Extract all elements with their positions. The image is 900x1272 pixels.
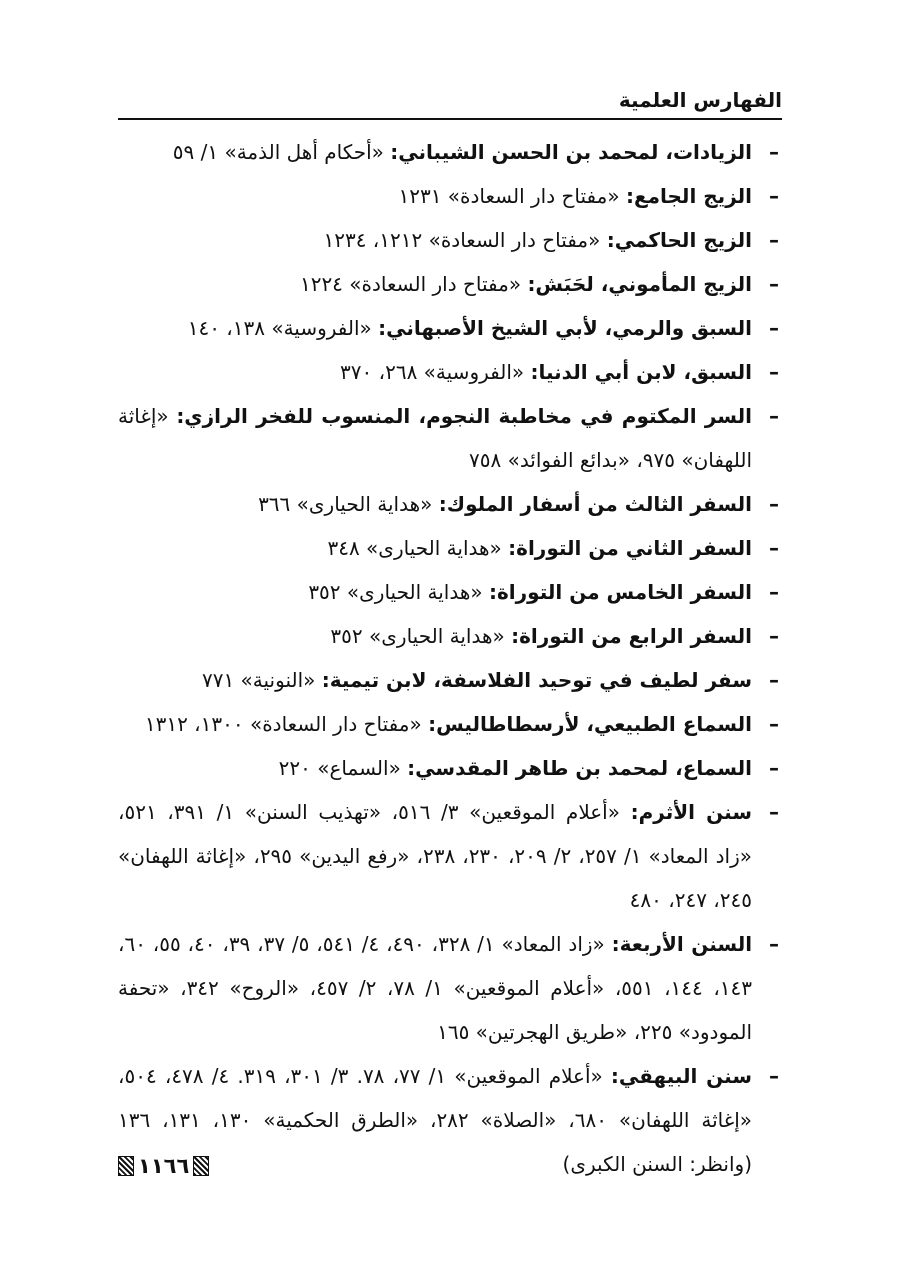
- entry-title: الزيج المأموني، لحَبَش:: [527, 272, 752, 296]
- entry-dash: –: [769, 756, 779, 780]
- ornament-right-icon: [193, 1156, 209, 1176]
- index-entry: [118, 570, 782, 614]
- entry-dash: –: [769, 272, 779, 296]
- entry-title: الزيادات، لمحمد بن الحسن الشيباني:: [390, 140, 752, 164]
- entry-references: «مفتاح دار السعادة» ١٢٢٤: [299, 272, 528, 296]
- entry-title: السماع الطبيعي، لأرسطاطاليس:: [428, 712, 752, 736]
- entry-dash: –: [769, 404, 779, 428]
- entry-dash: –: [769, 492, 779, 516]
- page-number: ١١٦٦: [138, 1154, 190, 1178]
- entry-title: سنن البيهقي:: [610, 1064, 752, 1088]
- entry-title: الزيج الجامع:: [625, 184, 752, 208]
- index-entry: [118, 306, 782, 350]
- entry-references: «مفتاح دار السعادة» ١٣٠٠، ١٣١٢: [144, 712, 429, 736]
- entry-references: «هداية الحيارى» ٣٥٢: [308, 580, 489, 604]
- running-header: [118, 84, 782, 120]
- entry-references: «النونية» ٧٧١: [201, 668, 322, 692]
- entry-references: «أعلام الموقعين» ١/ ٧٧، ٧٨. ٣/ ٣٠١، ٣١٩. ٤/ ٤٧٨، ٥٠٤، «إغاثة اللهفان» ٦٨٠، «الصلاة» ٢٨٢، «الطرق الحكمية» ١٣٠، ١٣١، ١٣٦ (وانظر: السنن الكبرى): [118, 1064, 752, 1176]
- entry-references: «إغاثة اللهفان» ٩٧٥، «بدائع الفوائد» ٧٥٨: [118, 404, 752, 472]
- entry-title: السفر الثالث من أسفار الملوك:: [438, 492, 752, 516]
- entry-references: «هداية الحيارى» ٣٤٨: [327, 536, 509, 560]
- entry-dash: –: [769, 140, 779, 164]
- entry-dash: –: [769, 536, 779, 560]
- entry-title: السفر الرابع من التوراة:: [511, 624, 752, 648]
- index-entry: [118, 482, 782, 526]
- index-entry: [118, 394, 782, 482]
- entry-references: «مفتاح دار السعادة» ١٢١٢، ١٢٣٤: [323, 228, 607, 252]
- entry-title: السفر الثاني من التوراة:: [508, 536, 752, 560]
- index-entry: [118, 746, 782, 790]
- index-entry: [118, 174, 782, 218]
- entry-dash: –: [769, 228, 779, 252]
- entry-dash: –: [769, 360, 779, 384]
- entry-dash: –: [769, 712, 779, 736]
- entry-references: «زاد المعاد» ١/ ٣٢٨، ٤٩٠، ٤/ ٥٤١، ٥/ ٣٧، ٣٩، ٤٠، ٥٥، ٦٠، ١٤٣، ١٤٤، ٥٥١، «أعلام الموقعين» ١/ ٧٨، ٢/ ٤٥٧، «الروح» ٣٤٢، «تحفة المودود» ٢٢٥، «طريق الهجرتين» ١٦٥: [118, 932, 753, 1044]
- entry-dash: –: [769, 932, 779, 956]
- entry-dash: –: [769, 580, 779, 604]
- entry-dash: –: [769, 1064, 779, 1088]
- index-entry: [118, 218, 782, 262]
- entry-title: السر المكتوم في مخاطبة النجوم، المنسوب للفخر الرازي:: [176, 404, 752, 428]
- entry-title: السفر الخامس من التوراة:: [488, 580, 752, 604]
- entry-references: «هداية الحيارى» ٣٦٦: [258, 492, 439, 516]
- index-entry: [118, 526, 782, 570]
- entry-references: «أعلام الموقعين» ٣/ ٥١٦، «تهذيب السنن» ١/ ٣٩١، ٥٢١، «زاد المعاد» ١/ ٢٥٧، ٢/ ٢٠٩، ٢٣٠، ٢٣٨، «رفع اليدين» ٢٩٥، «إغاثة اللهفان» ٢٤٥، ٢٤٧، ٤٨٠: [118, 800, 752, 912]
- entry-references: «الفروسية» ١٣٨، ١٤٠: [187, 316, 379, 340]
- entry-title: السنن الأربعة:: [611, 932, 753, 956]
- index-entry: [118, 1054, 782, 1186]
- index-entry: [118, 130, 782, 174]
- entry-dash: –: [769, 624, 779, 648]
- entry-title: سنن الأثرم:: [630, 800, 752, 824]
- index-entry: [118, 350, 782, 394]
- index-entries: [118, 130, 782, 1186]
- entry-title: السبق والرمي، لأبي الشيخ الأصبهاني:: [378, 316, 752, 340]
- entry-title: السماع، لمحمد بن طاهر المقدسي:: [407, 756, 752, 780]
- ornament-left-icon: [118, 1156, 134, 1176]
- index-entry: [118, 790, 782, 922]
- entry-title: الزيج الحاكمي:: [606, 228, 752, 252]
- index-entry: [118, 658, 782, 702]
- index-entry: [118, 614, 782, 658]
- entry-references: «هداية الحيارى» ٣٥٢: [330, 624, 512, 648]
- entry-dash: –: [769, 668, 779, 692]
- entry-dash: –: [769, 184, 779, 208]
- index-entry: [118, 702, 782, 746]
- entry-dash: –: [769, 316, 779, 340]
- index-entry: [118, 922, 782, 1054]
- entry-title: سفر لطيف في توحيد الفلاسفة، لابن تيمية:: [321, 668, 752, 692]
- entry-dash: –: [769, 800, 779, 824]
- entry-references: «مفتاح دار السعادة» ١٢٣١: [398, 184, 626, 208]
- index-entry: [118, 262, 782, 306]
- entry-references: «السماع» ٢٢٠: [278, 756, 408, 780]
- page-footer: [118, 1154, 209, 1178]
- entry-references: «الفروسية» ٢٦٨، ٣٧٠: [340, 360, 531, 384]
- entry-title: السبق، لابن أبي الدنيا:: [530, 360, 752, 384]
- header-title: الفهارس العلمية: [618, 88, 782, 112]
- entry-references: «أحكام أهل الذمة» ١/ ٥٩: [172, 140, 391, 164]
